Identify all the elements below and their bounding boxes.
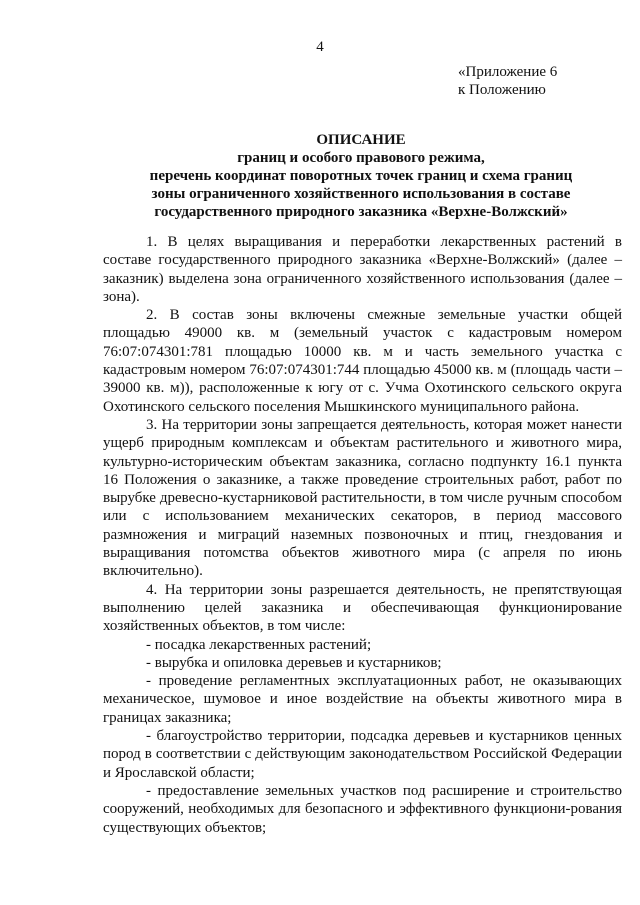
appendix-line-1: «Приложение 6 bbox=[458, 64, 558, 80]
list-item: - проведение регламентных эксплуатационных работ, не оказывающих механическое, шумовое и иное воздействие на объекты животного мира в границах заказника; bbox=[103, 673, 622, 726]
paragraph-4: 4. На территории зоны разрешается деятельность, не препятствующая выполнению целей заказника и обеспечивающая функционирование хозяйственных объектов, в том числе: bbox=[103, 581, 622, 635]
document-body bbox=[103, 233, 622, 837]
list-item: - посадка лекарственных растений; bbox=[146, 636, 372, 653]
title-heading: ОПИСАНИЕ bbox=[316, 132, 406, 148]
title-line-1: границ и особого правового режима, bbox=[237, 150, 485, 166]
title-line-3: зоны ограниченного хозяйственного использования в составе bbox=[151, 186, 571, 202]
title-line-2: перечень координат поворотных точек границ и схема границ bbox=[149, 168, 573, 184]
list-item: - благоустройство территории, подсадка деревьев и кустарников ценных пород в соответствии с действующим законодательством Российской Федерации и Ярославской области; bbox=[103, 728, 622, 781]
appendix-line-2: к Положению bbox=[458, 82, 546, 98]
paragraph-1: 1. В целях выращивания и переработки лекарственных растений в составе государственного природного заказника «Верхне-Волжский» (далее – заказник) выделена зона ограниченного хозяйственного использования (далее – зона). bbox=[103, 234, 622, 305]
list-item: - предоставление земельных участков под расширение и строительство сооружений, необходимых для безопасного и эффективного функциони-рования существующих объектов; bbox=[103, 782, 622, 836]
paragraph-3: 3. На территории зоны запрещается деятельность, которая может нанести ущерб природным комплексам и объектам растительного и животного мира, культурно-историческим объектам заказника, согласно подпункту 16.1 пункта 16 Положения о заказнике, а также проведение строительных работ, работ по вырубке древесно-кустарниковой растительности, в том числе ручным способом или с использованием механических секаторов, в период массового размножения и миграций наземных позвоночных и птиц, гнездования и выращивания потомства объектов животного мира (с апреля по июнь включительно). bbox=[103, 416, 622, 580]
page-number: 4 bbox=[316, 39, 324, 55]
appendix-reference bbox=[458, 63, 557, 99]
list-item: - вырубка и опиловка деревьев и кустарников; bbox=[146, 654, 442, 671]
title-line-4: государственного природного заказника «Верхне-Волжский» bbox=[154, 204, 568, 220]
document-title bbox=[100, 131, 622, 221]
paragraph-2: 2. В состав зоны включены смежные земельные участки общей площадью 49000 кв. м (земельный участок с кадастровым номером 76:07:074301:781 площадью 10000 кв. м и часть земельного участка с кадастровым номером 76:07:074301:744 площадью 45000 кв. м (площадь части – 39000 кв. м)), расположенные к югу от с. Учма Охотинского сельского округа Охотинского сельского поселения Мышкинского муниципального района. bbox=[103, 307, 622, 415]
